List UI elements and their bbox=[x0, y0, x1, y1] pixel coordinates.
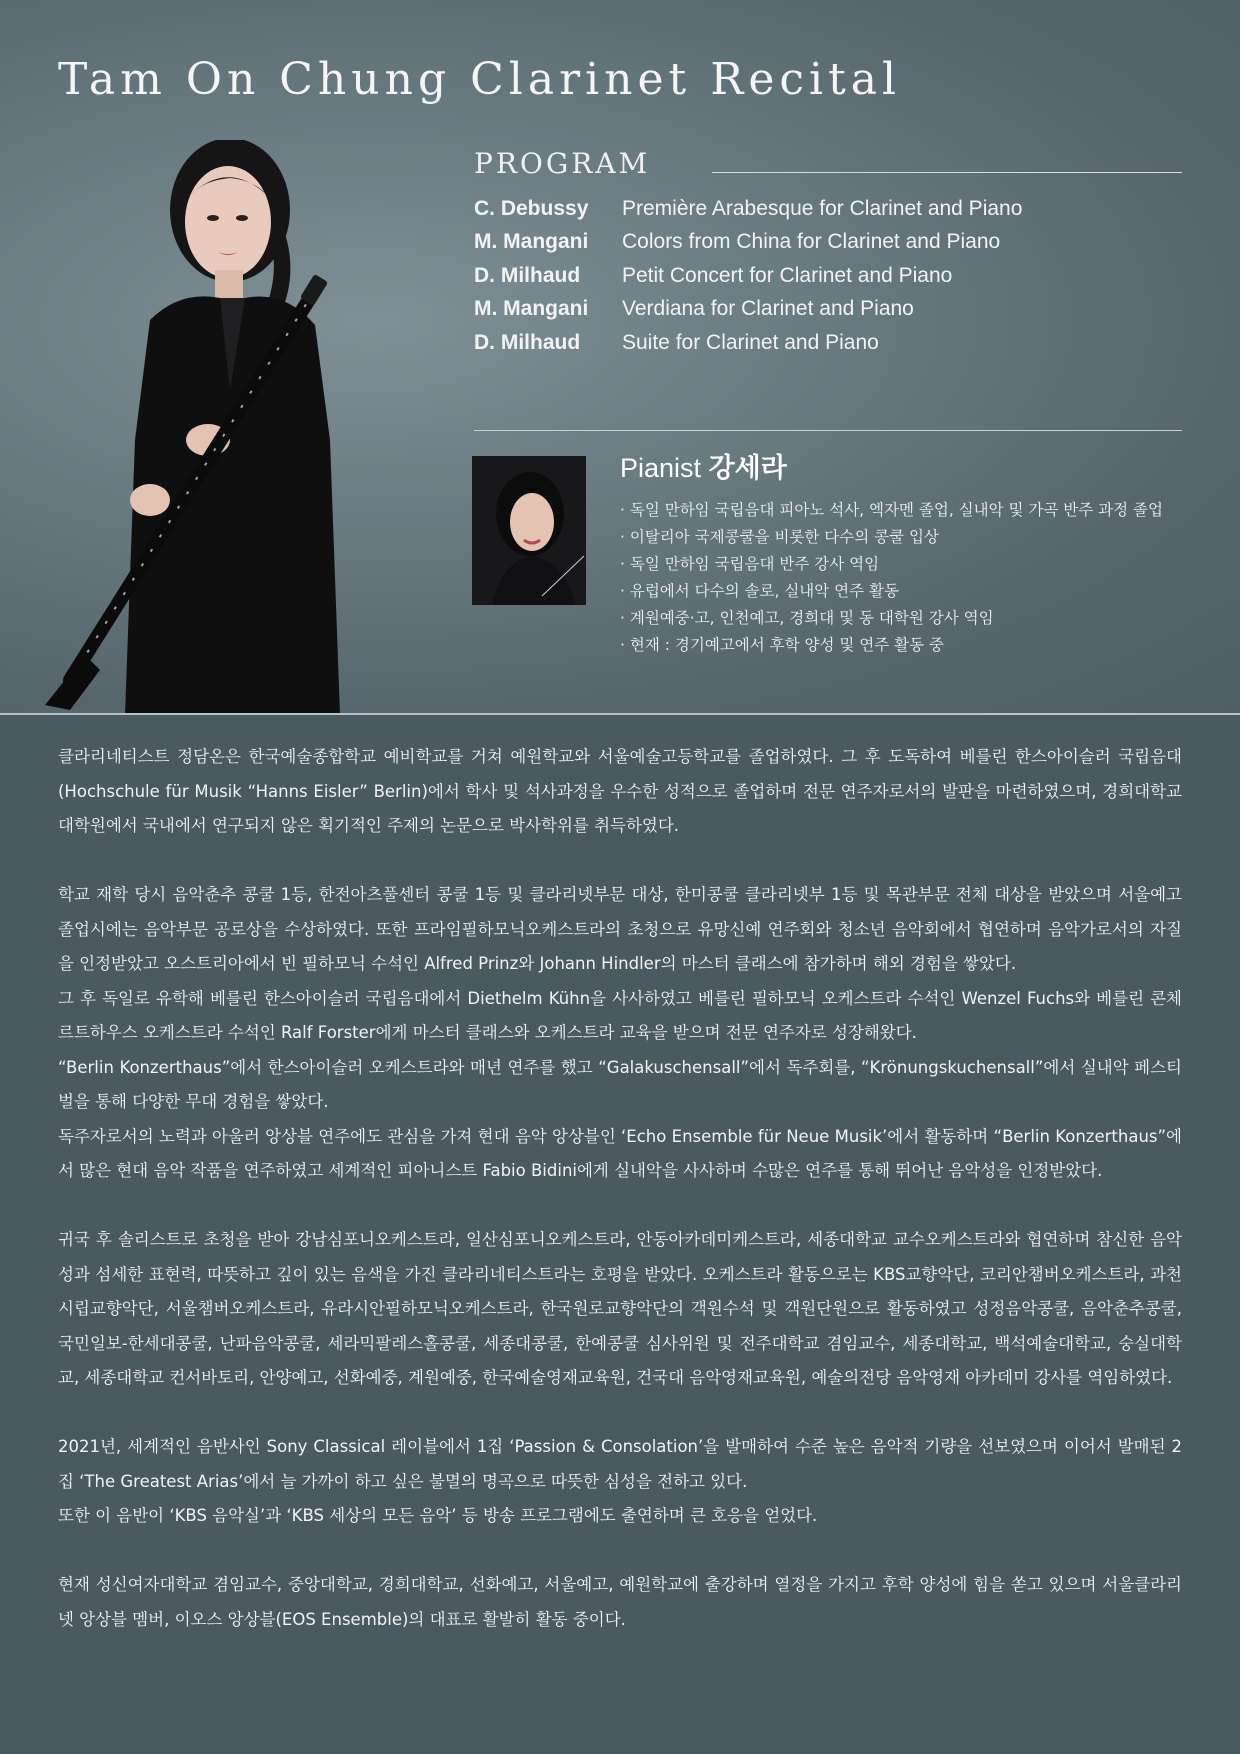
clarinetist-portrait bbox=[30, 140, 410, 713]
bio-paragraph: 클라리네티스트 정담온은 한국예술종합학교 예비학교를 거쳐 예원학교와 서울예술고등학교를 졸업하였다. 그 후 도독하여 베를린 한스아이슬러 국립음대 (Hochschule für Musik “Hanns Eisler” Berlin)에서 학사 및 석사과정을 우수한 성적으로 졸업하며 전문 연주자로서의 발판을 마련하였으며, 경희대학교 대학원에서 국내에서 연구되지 않은 획기적인 주제의 논문으로 박사학위를 취득하였다. bbox=[58, 747, 1182, 835]
paragraph-gap bbox=[58, 1396, 1182, 1431]
bio-paragraph: “Berlin Konzerthaus”에서 한스아이슬러 오케스트라와 매년 연주를 했고 “Galakuschensall”에서 독주회를, “Krönungskuchensall”에서 실내악 페스티벌을 통해 다양한 무대 경험을 쌓았다. bbox=[58, 1057, 1182, 1111]
program-list bbox=[474, 192, 1182, 360]
program-heading bbox=[474, 146, 1182, 182]
pianist-korean-name: 강세라 bbox=[708, 453, 787, 483]
program-item bbox=[474, 192, 1182, 226]
bio-paragraph: 학교 재학 당시 음악춘추 콩쿨 1등, 한전아츠풀센터 콩쿨 1등 및 클라리넷부문 대상, 한미콩쿨 클라리넷부 1등 및 목관부문 전체 대상을 받았으며 서울예고 졸업시에는 음악부문 공로상을 수상하였다. 또한 프라임필하모닉오케스트라의 초청으로 유망신예 연주회와 청소년 음악회에서 협연하며 음악가로서의 자질을 인정받았고 오스트리아에서 빈 필하모닉 수석인 Alfred Prinz와 Johann Hindler의 마스터 클래스에 참가하며 해외 경험을 쌓았다. bbox=[58, 885, 1182, 973]
program-label: PROGRAM bbox=[474, 147, 651, 180]
bio-paragraph: 또한 이 음반이 ‘KBS 음악실’과 ‘KBS 세상의 모든 음악’ 등 방송 프로그램에도 출연하며 큰 호응을 얻었다. bbox=[58, 1506, 818, 1525]
pianist-cv bbox=[620, 497, 1190, 659]
cv-item: · 현재 : 경기예고에서 후학 양성 및 연주 활동 중 bbox=[620, 636, 945, 654]
work-title: Verdiana for Clarinet and Piano bbox=[622, 297, 914, 321]
program-divider bbox=[712, 172, 1182, 173]
program-item bbox=[474, 259, 1182, 293]
composer-name: M. Mangani bbox=[474, 230, 589, 254]
program-item bbox=[474, 293, 1182, 327]
pianist-role: Pianist bbox=[620, 453, 702, 483]
header-divider bbox=[0, 713, 1240, 715]
bio-paragraph: 2021년, 세계적인 음반사인 Sony Classical 레이블에서 1집 ‘Passion & Consolation’을 발매하여 수준 높은 음악적 기량을 선보였으며 이어서 발매된 2집 ‘The Greatest Arias’에서 늘 가까이 하고 싶은 불멸의 명곡으로 따뜻한 심성을 전하고 있다. bbox=[58, 1437, 1182, 1491]
program-item bbox=[474, 226, 1182, 260]
paragraph-gap bbox=[58, 1189, 1182, 1224]
pianist-name bbox=[620, 450, 787, 486]
paragraph-gap bbox=[58, 1534, 1182, 1569]
program-item bbox=[474, 326, 1182, 360]
cv-item: · 이탈리아 국제콩쿨을 비롯한 다수의 콩쿨 입상 bbox=[620, 528, 939, 546]
cv-item: · 계원예중·고, 인천예고, 경희대 및 동 대학원 강사 역임 bbox=[620, 609, 994, 627]
work-title: Suite for Clarinet and Piano bbox=[622, 330, 879, 354]
pianist-photo bbox=[472, 456, 586, 605]
bio-paragraph: 그 후 독일로 유학해 베를린 한스아이슬러 국립음대에서 Diethelm Kühn을 사사하였고 베를린 필하모닉 오케스트라 수석인 Wenzel Fuchs와 베를린 콘체르트하우스 오케스트라 수석인 Ralf Forster에게 마스터 클래스와 오케스트라 교육을 받으며 전문 연주자로 성장해왔다. bbox=[58, 988, 1182, 1042]
bio-paragraph: 현재 성신여자대학교 겸임교수, 중앙대학교, 경희대학교, 선화예고, 서울예고, 예원학교에 출강하며 열정을 가지고 후학 양성에 힘을 쏟고 있으며 서울클라리넷 앙상블 멤버, 이오스 앙상블(EOS Ensemble)의 대표로 활발히 활동 중이다. bbox=[58, 1575, 1182, 1629]
bio-paragraph: 독주자로서의 노력과 아울러 앙상블 연주에도 관심을 가져 현대 음악 앙상블인 ‘Echo Ensemble für Neue Musik’에서 활동하며 “Berlin Konzerthaus”에서 많은 현대 음악 작품을 연주하였고 세계적인 피아니스트 Fabio Bidini에게 실내악을 사사하며 수많은 연주를 통해 뛰어난 음악성을 인정받았다. bbox=[58, 1126, 1182, 1180]
cv-item: · 유럽에서 다수의 솔로, 실내악 연주 활동 bbox=[620, 582, 899, 600]
header-panel bbox=[0, 0, 1240, 713]
composer-name: D. Milhaud bbox=[474, 263, 581, 287]
page-title: Tam On Chung Clarinet Recital bbox=[58, 54, 902, 105]
composer-name: M. Mangani bbox=[474, 297, 589, 321]
bio-paragraph: 귀국 후 솔리스트로 초청을 받아 강남심포니오케스트라, 일산심포니오케스트라, 안동아카데미케스트라, 세종대학교 교수오케스트라와 협연하며 참신한 음악성과 섬세한 표현력, 따뜻하고 깊이 있는 음색을 가진 클라리네티스트라는 호평을 받았다. 오케스트라 활동으로는 KBS교향악단, 코리안챔버오케스트라, 과천시립교향악단, 서울챔버오케스트라, 유라시안필하모닉오케스트라, 한국원로교향악단의 객원수석 및 객원단원으로 활동하였고 성정음악콩쿨, 음악춘추콩쿨, 국민일보-한세대콩쿨, 난파음악콩쿨, 세라믹팔레스홀콩쿨, 세종대콩쿨, 한예콩쿨 심사위원 및 전주대학교 겸임교수, 세종대학교, 백석예술대학교, 숭실대학교, 세종대학교 컨서바토리, 안양예고, 선화예중, 계원예중, 한국예술영재교육원, 건국대 음악영재교육원, 예술의전당 음악영재 아카데미 강사를 역임하였다. bbox=[58, 1230, 1182, 1387]
cv-item: · 독일 만하임 국립음대 피아노 석사, 엑자멘 졸업, 실내악 및 가곡 반주 과정 졸업 bbox=[620, 501, 1163, 519]
work-title: Colors from China for Clarinet and Piano bbox=[622, 230, 1001, 254]
cv-item: · 독일 만하임 국립음대 반주 강사 역임 bbox=[620, 555, 880, 573]
composer-name: D. Milhaud bbox=[474, 330, 581, 354]
composer-name: C. Debussy bbox=[474, 196, 589, 220]
paragraph-gap bbox=[58, 844, 1182, 879]
work-title: Petit Concert for Clarinet and Piano bbox=[622, 263, 953, 287]
work-title: Première Arabesque for Clarinet and Piano bbox=[622, 196, 1023, 220]
section-divider bbox=[474, 430, 1182, 431]
pianist-portrait bbox=[472, 456, 586, 605]
biography bbox=[58, 740, 1182, 1637]
